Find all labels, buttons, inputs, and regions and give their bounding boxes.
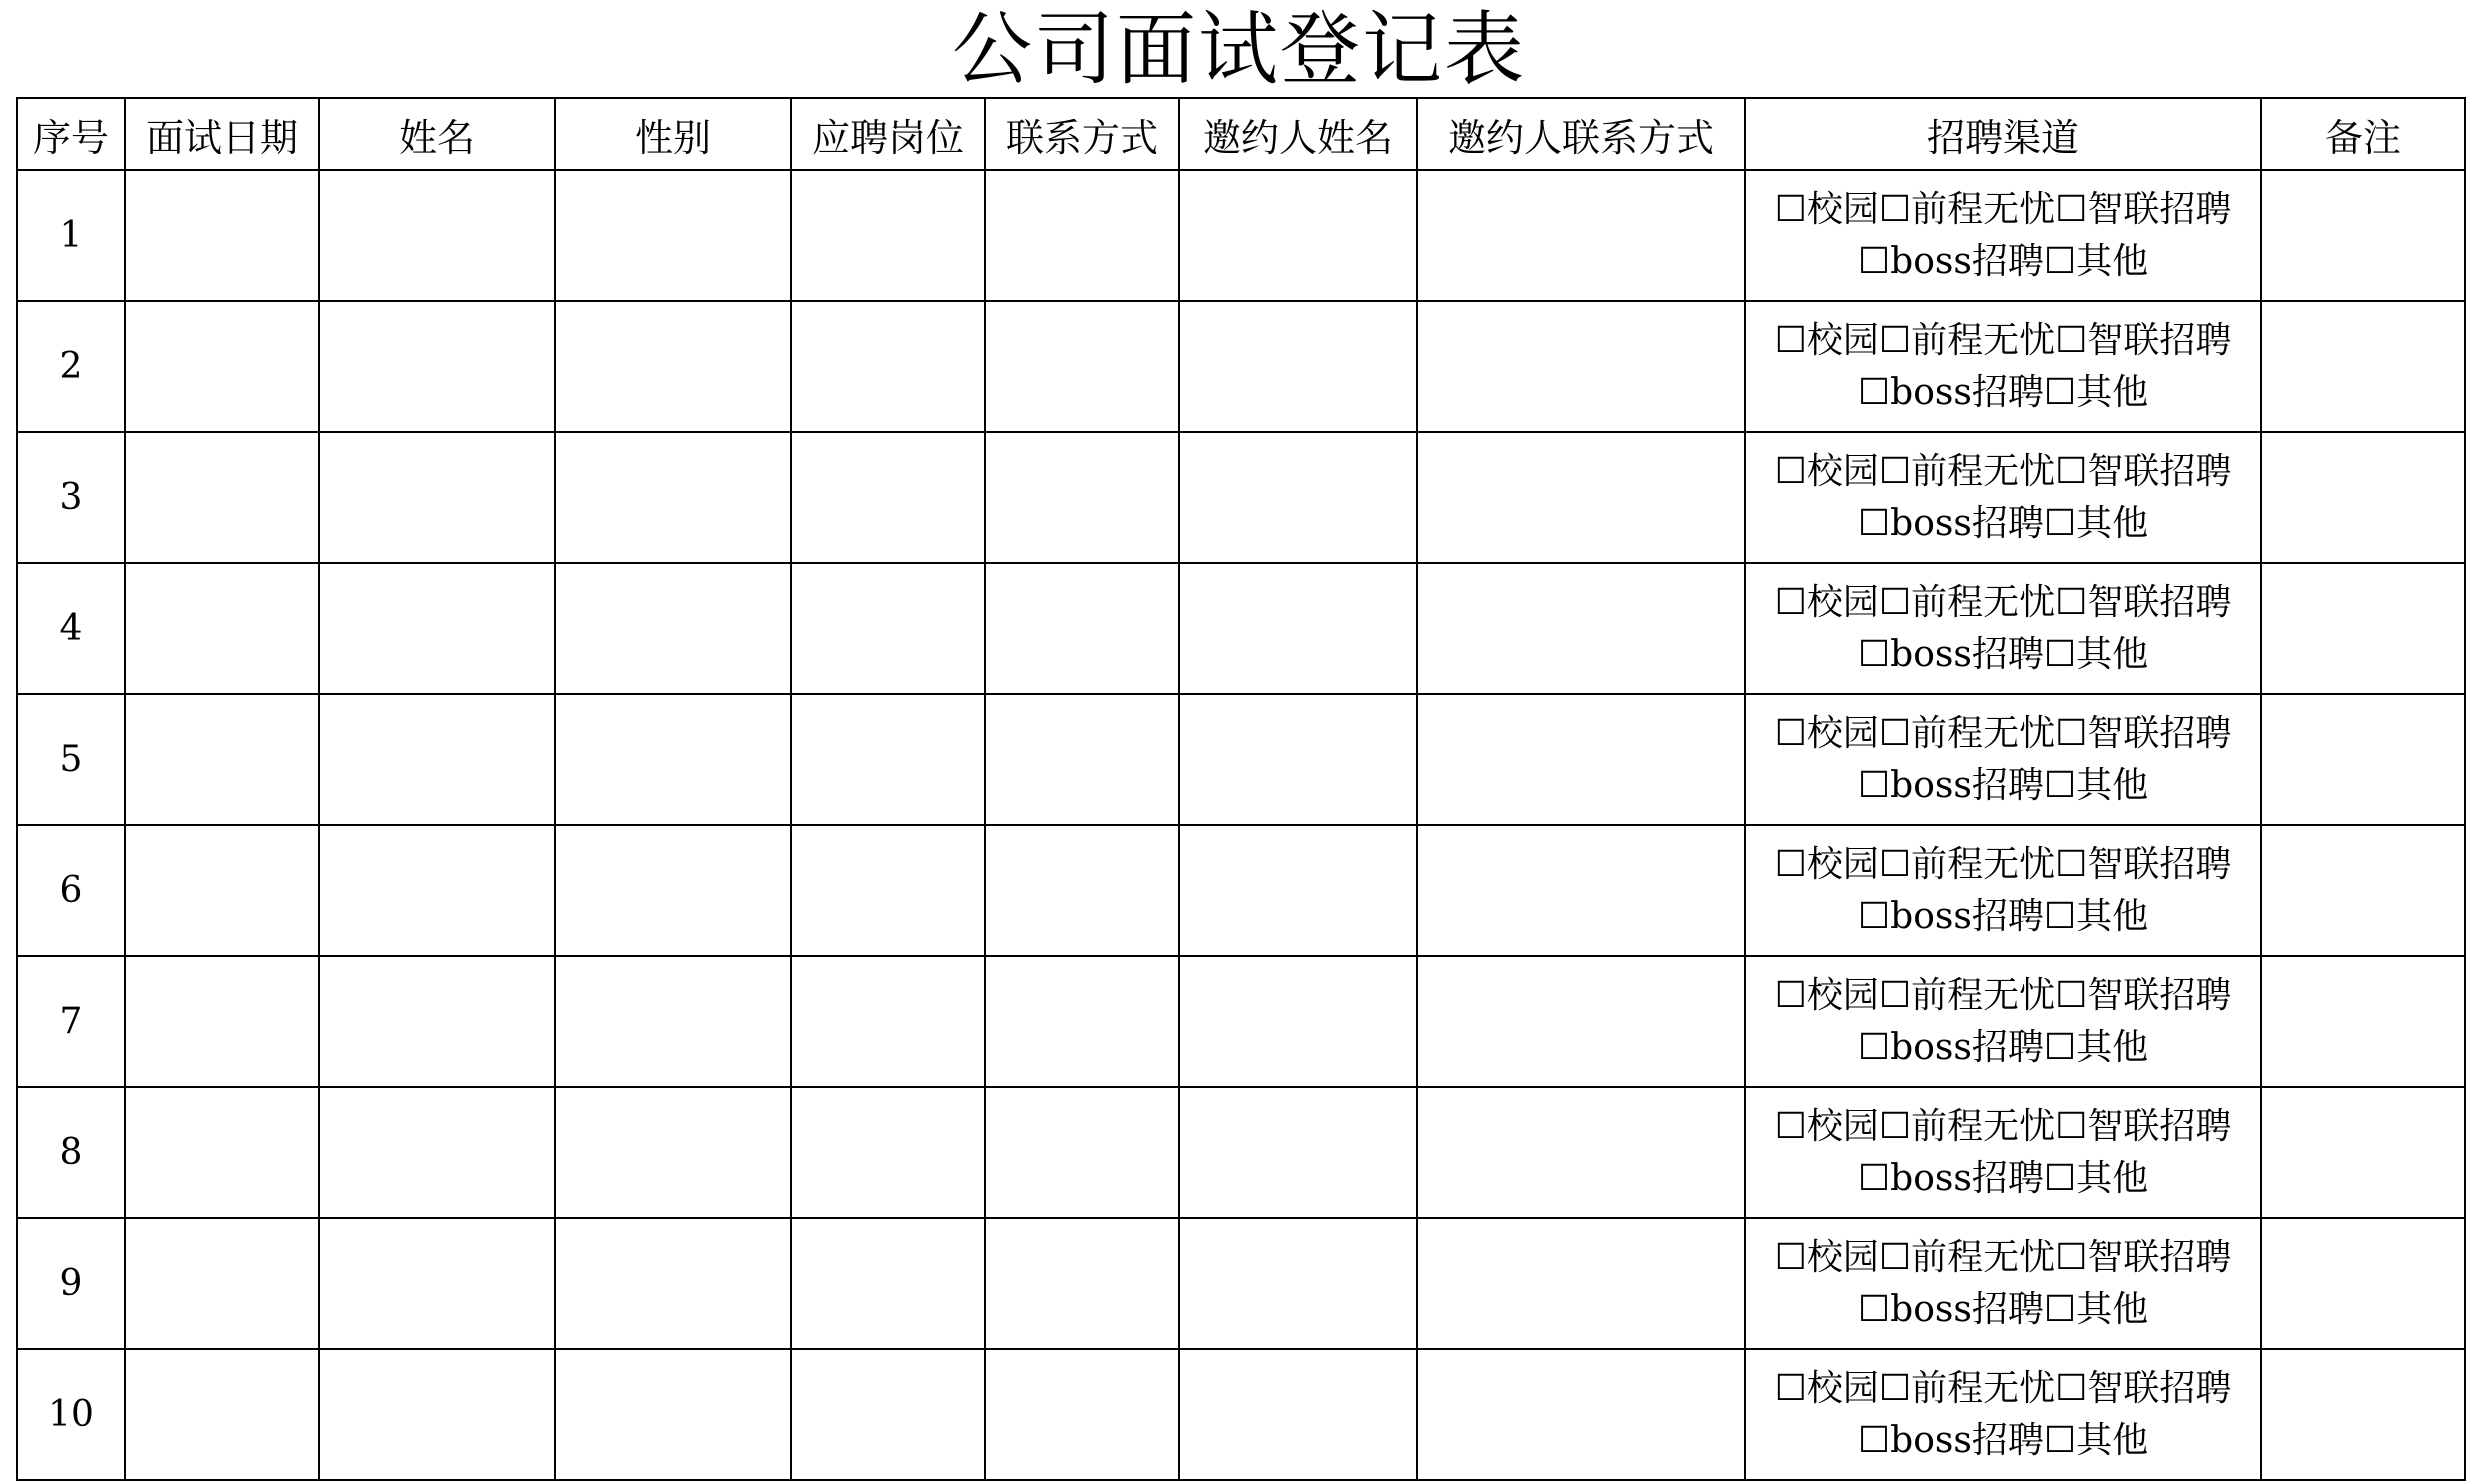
cell-channel[interactable]: ☐校园☐前程无忧☐智联招聘☐boss招聘☐其他 [1745,1087,2261,1218]
header-name: 姓名 [319,98,555,170]
header-position: 应聘岗位 [791,98,985,170]
cell-remark[interactable] [2261,563,2465,694]
cell-channel[interactable]: ☐校园☐前程无忧☐智联招聘☐boss招聘☐其他 [1745,301,2261,432]
cell-position[interactable] [791,563,985,694]
cell-name[interactable] [319,170,555,301]
cell-date[interactable] [125,1087,319,1218]
cell-position[interactable] [791,1218,985,1349]
table-row [17,432,2465,563]
cell-remark[interactable] [2261,956,2465,1087]
cell-date[interactable] [125,1218,319,1349]
header-remark: 备注 [2261,98,2465,170]
cell-channel[interactable]: ☐校园☐前程无忧☐智联招聘☐boss招聘☐其他 [1745,694,2261,825]
table-row [17,956,2465,1087]
cell-contact[interactable] [985,432,1179,563]
cell-inviter-contact[interactable] [1417,1349,1745,1480]
cell-contact[interactable] [985,1218,1179,1349]
cell-name[interactable] [319,825,555,956]
cell-inviter[interactable] [1179,694,1417,825]
cell-inviter-contact[interactable] [1417,563,1745,694]
cell-seq: 4 [17,563,125,694]
cell-gender[interactable] [555,1349,791,1480]
header-gender: 性别 [555,98,791,170]
cell-date[interactable] [125,301,319,432]
cell-name[interactable] [319,301,555,432]
cell-contact[interactable] [985,563,1179,694]
cell-inviter[interactable] [1179,301,1417,432]
header-channel: 招聘渠道 [1745,98,2261,170]
table-row [17,1218,2465,1349]
cell-name[interactable] [319,1218,555,1349]
cell-remark[interactable] [2261,1349,2465,1480]
cell-channel[interactable]: ☐校园☐前程无忧☐智联招聘☐boss招聘☐其他 [1745,825,2261,956]
cell-contact[interactable] [985,956,1179,1087]
table-row [17,694,2465,825]
cell-gender[interactable] [555,301,791,432]
cell-contact[interactable] [985,694,1179,825]
cell-gender[interactable] [555,825,791,956]
cell-inviter[interactable] [1179,1218,1417,1349]
header-date: 面试日期 [125,98,319,170]
cell-gender[interactable] [555,563,791,694]
cell-date[interactable] [125,694,319,825]
cell-channel[interactable]: ☐校园☐前程无忧☐智联招聘☐boss招聘☐其他 [1745,1218,2261,1349]
cell-position[interactable] [791,825,985,956]
cell-inviter-contact[interactable] [1417,1218,1745,1349]
cell-channel[interactable]: ☐校园☐前程无忧☐智联招聘☐boss招聘☐其他 [1745,1349,2261,1480]
header-seq: 序号 [17,98,125,170]
table-row [17,1349,2465,1480]
cell-seq: 5 [17,694,125,825]
cell-channel[interactable]: ☐校园☐前程无忧☐智联招聘☐boss招聘☐其他 [1745,563,2261,694]
cell-seq: 2 [17,301,125,432]
header-row [17,98,2465,170]
cell-remark[interactable] [2261,1218,2465,1349]
cell-gender[interactable] [555,1218,791,1349]
cell-channel[interactable]: ☐校园☐前程无忧☐智联招聘☐boss招聘☐其他 [1745,170,2261,301]
cell-seq: 8 [17,1087,125,1218]
cell-remark[interactable] [2261,694,2465,825]
page-title: 公司面试登记表 [952,3,1526,96]
cell-channel[interactable]: ☐校园☐前程无忧☐智联招聘☐boss招聘☐其他 [1745,432,2261,563]
header-inviter: 邀约人姓名 [1179,98,1417,170]
interview-register-table [16,97,2466,1481]
table-row [17,170,2465,301]
cell-position[interactable] [791,432,985,563]
cell-remark[interactable] [2261,432,2465,563]
cell-inviter[interactable] [1179,563,1417,694]
cell-inviter[interactable] [1179,170,1417,301]
cell-inviter-contact[interactable] [1417,170,1745,301]
cell-inviter-contact[interactable] [1417,301,1745,432]
cell-date[interactable] [125,956,319,1087]
cell-name[interactable] [319,432,555,563]
cell-channel[interactable]: ☐校园☐前程无忧☐智联招聘☐boss招聘☐其他 [1745,956,2261,1087]
cell-name[interactable] [319,1087,555,1218]
cell-remark[interactable] [2261,1087,2465,1218]
cell-gender[interactable] [555,956,791,1087]
cell-inviter-contact[interactable] [1417,1087,1745,1218]
cell-position[interactable] [791,1087,985,1218]
cell-inviter[interactable] [1179,956,1417,1087]
cell-date[interactable] [125,825,319,956]
cell-inviter[interactable] [1179,1349,1417,1480]
cell-date[interactable] [125,432,319,563]
cell-inviter[interactable] [1179,825,1417,956]
cell-date[interactable] [125,563,319,694]
cell-seq: 1 [17,170,125,301]
cell-contact[interactable] [985,1349,1179,1480]
table-row [17,563,2465,694]
header-inviter-contact: 邀约人联系方式 [1417,98,1745,170]
cell-remark[interactable] [2261,825,2465,956]
cell-position[interactable] [791,1349,985,1480]
cell-inviter[interactable] [1179,1087,1417,1218]
cell-name[interactable] [319,694,555,825]
cell-gender[interactable] [555,1087,791,1218]
cell-name[interactable] [319,956,555,1087]
cell-contact[interactable] [985,170,1179,301]
cell-contact[interactable] [985,825,1179,956]
cell-remark[interactable] [2261,170,2465,301]
cell-seq: 9 [17,1218,125,1349]
cell-inviter-contact[interactable] [1417,956,1745,1087]
cell-seq: 6 [17,825,125,956]
cell-inviter-contact[interactable] [1417,694,1745,825]
cell-date[interactable] [125,170,319,301]
cell-gender[interactable] [555,432,791,563]
cell-date[interactable] [125,1349,319,1480]
cell-position[interactable] [791,694,985,825]
cell-name[interactable] [319,563,555,694]
cell-position[interactable] [791,956,985,1087]
cell-remark[interactable] [2261,301,2465,432]
cell-seq: 7 [17,956,125,1087]
table-row [17,301,2465,432]
cell-gender[interactable] [555,170,791,301]
cell-inviter-contact[interactable] [1417,825,1745,956]
cell-seq: 10 [17,1349,125,1480]
table-row [17,825,2465,956]
cell-gender[interactable] [555,694,791,825]
cell-position[interactable] [791,170,985,301]
cell-inviter-contact[interactable] [1417,432,1745,563]
cell-seq: 3 [17,432,125,563]
table-row [17,1087,2465,1218]
cell-contact[interactable] [985,1087,1179,1218]
cell-name[interactable] [319,1349,555,1480]
header-contact: 联系方式 [985,98,1179,170]
cell-position[interactable] [791,301,985,432]
cell-contact[interactable] [985,301,1179,432]
cell-inviter[interactable] [1179,432,1417,563]
